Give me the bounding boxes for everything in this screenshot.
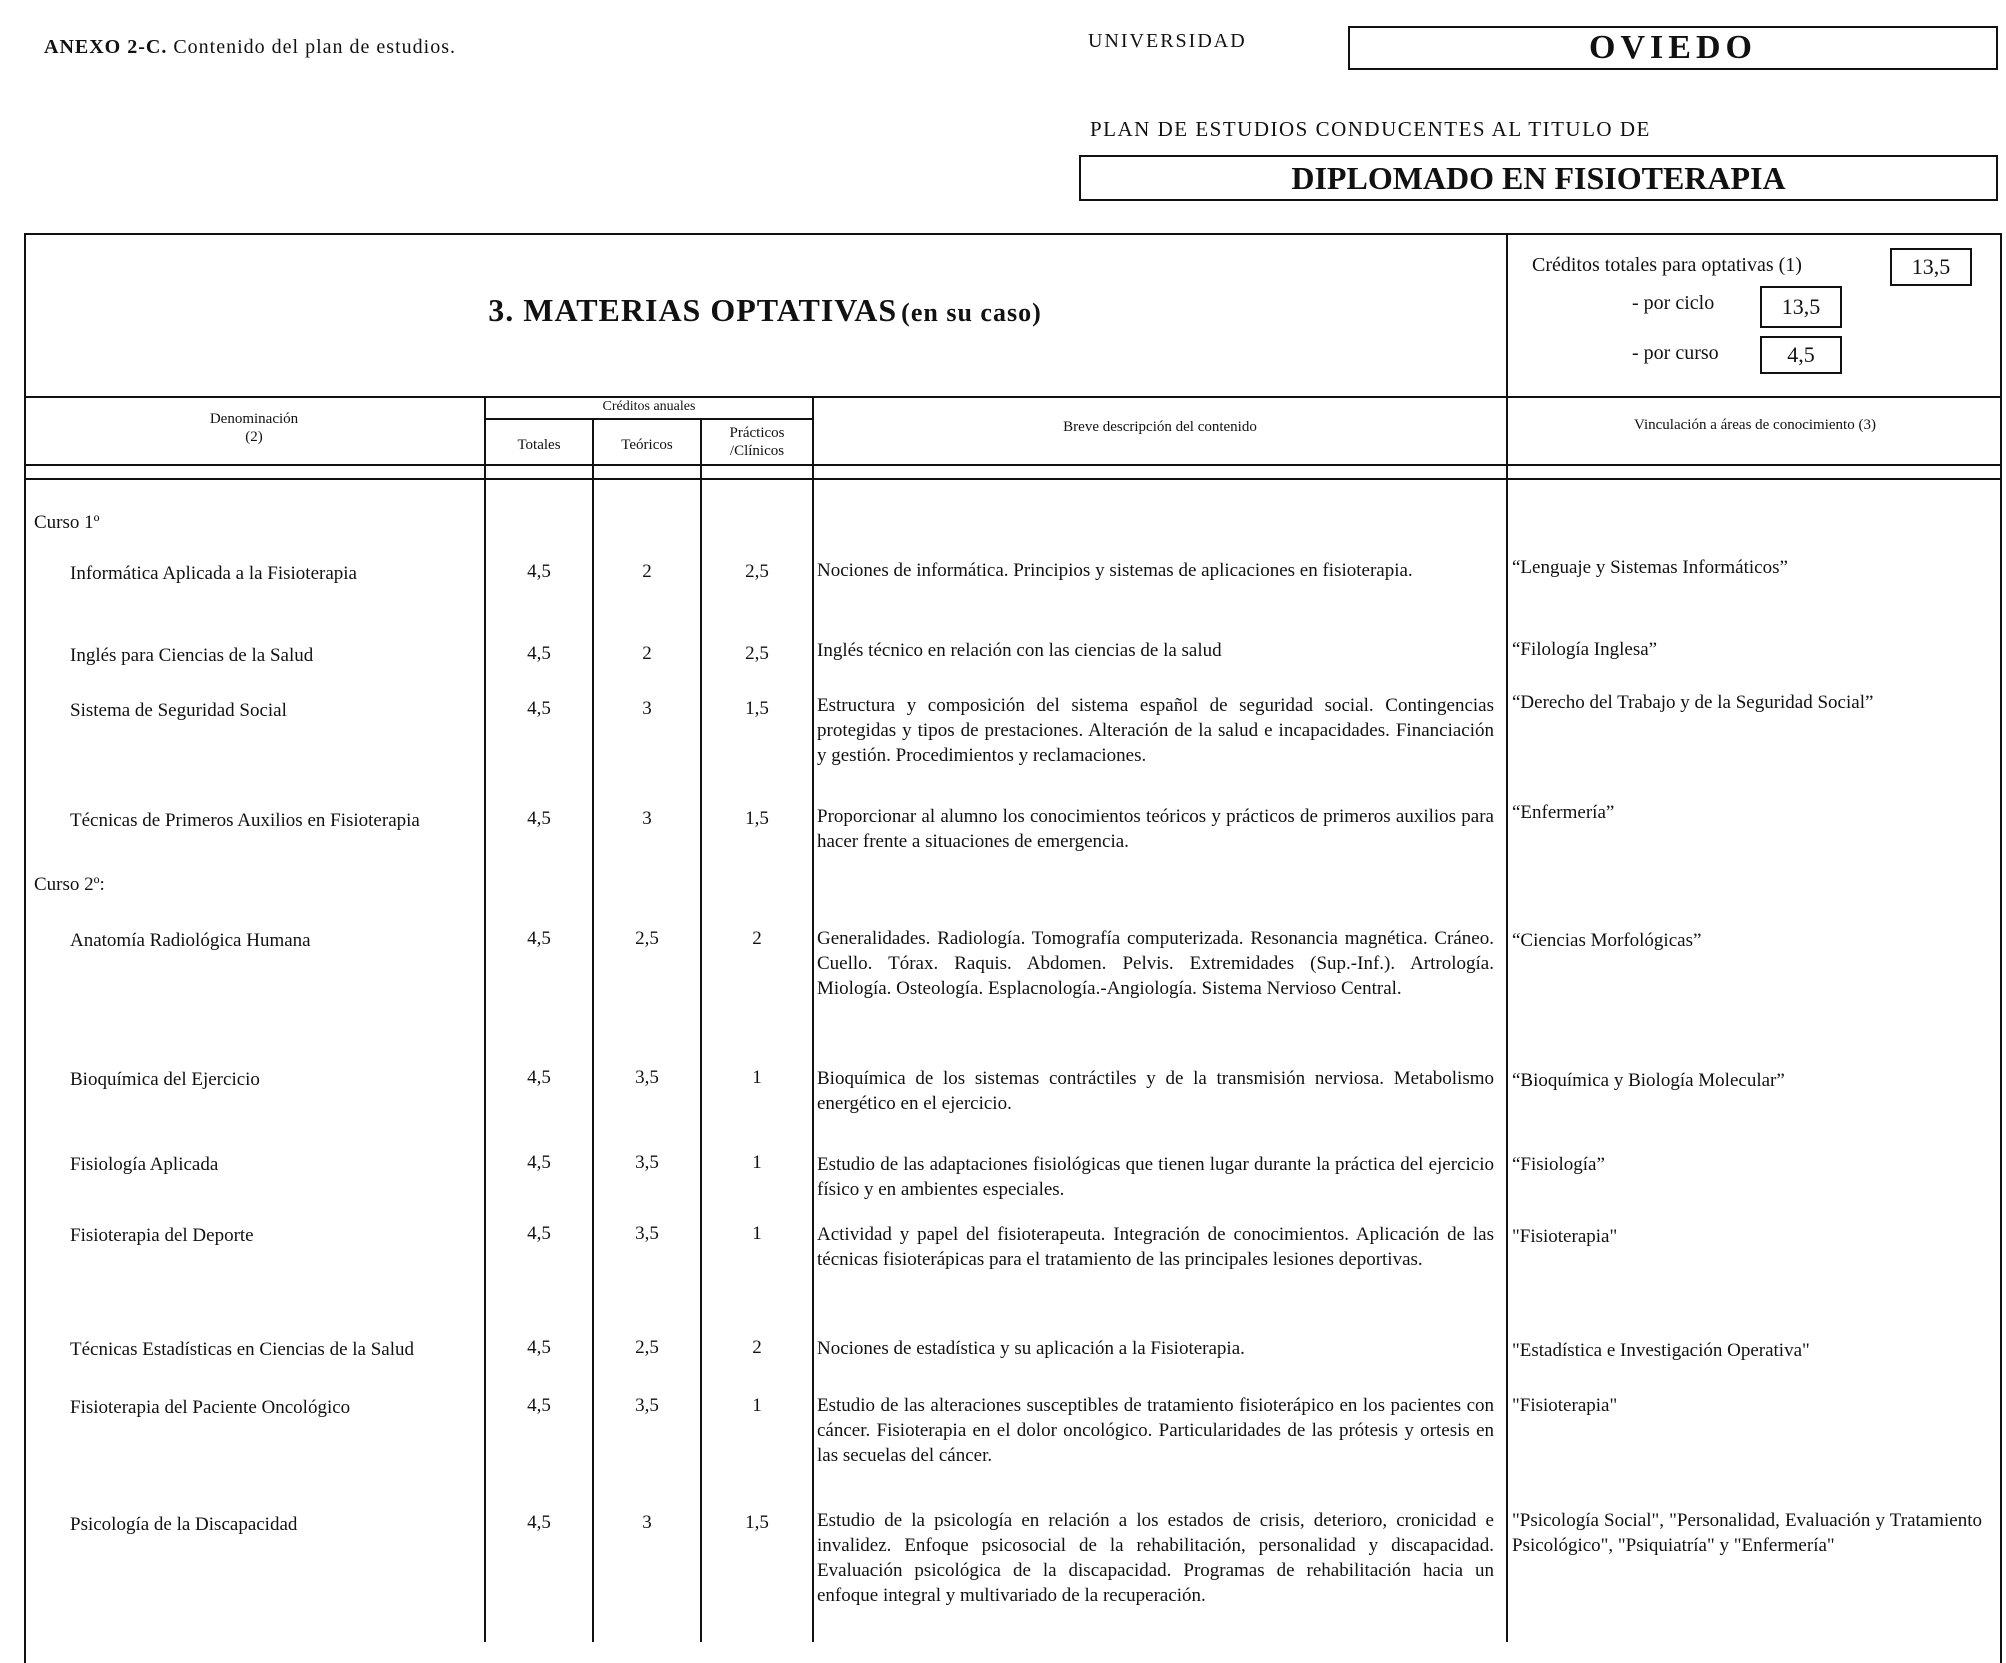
- credits-teoricos: 2: [642, 561, 652, 582]
- credits-totales: 4,5: [527, 1337, 551, 1358]
- credits-totales: 4,5: [527, 698, 551, 719]
- subject-description: Generalidades. Radiología. Tomografía computerizada. Resonancia magnética. Cráneo. Cuello. Tórax. Raquis. Abdomen. Pelvis. Extremidades (Sup.-Inf.). Artrología. Miología. Osteología. Esplacnología.-Angiología. Sistema Nervioso Central.: [817, 928, 1494, 999]
- subject-name: Inglés para Ciencias de la Salud: [70, 645, 314, 666]
- group-label-curso2: Curso 2º:: [34, 874, 105, 895]
- subject-name: Anatomía Radiológica Humana: [70, 930, 311, 951]
- credits-totales: 4,5: [527, 1512, 551, 1533]
- subject-description: Estructura y composición del sistema español de seguridad social. Contingencias protegidas y tipos de prestaciones. Alteración de la salud e incapacidades. Financiación y gestión. Procedimientos y reclamaciones.: [817, 695, 1494, 766]
- annex-label: ANEXO 2-C.: [44, 36, 168, 58]
- per-cycle-label: - por ciclo: [1632, 292, 1715, 314]
- section-title: [24, 292, 1506, 329]
- col-header-practicos-1: Prácticos: [729, 425, 785, 441]
- col-divider-teoricos: [700, 418, 702, 1642]
- credits-teoricos: 3,5: [635, 1223, 659, 1244]
- credits-practicos: 1: [752, 1223, 762, 1244]
- col-divider-descripcion: [1506, 233, 1508, 1642]
- university-label: UNIVERSIDAD: [1088, 30, 1247, 52]
- credits-practicos: 2,5: [745, 643, 769, 664]
- section-title-sub: (en su caso): [901, 298, 1042, 327]
- degree-title: DIPLOMADO EN FISIOTERAPIA: [1291, 160, 1786, 196]
- subject-name: Bioquímica del Ejercicio: [70, 1069, 260, 1090]
- university-name-box: [1348, 26, 1998, 70]
- knowledge-area: “Lenguaje y Sistemas Informáticos”: [1512, 557, 1788, 578]
- col-divider-practicos: [812, 396, 814, 1642]
- subject-name: Sistema de Seguridad Social: [70, 700, 287, 721]
- credits-totales: 4,5: [527, 928, 551, 949]
- knowledge-area: “Derecho del Trabajo y de la Seguridad Social”: [1512, 692, 1874, 713]
- credits-practicos: 2,5: [745, 561, 769, 582]
- credits-total-value: 13,5: [1911, 254, 1951, 279]
- degree-title-box: [1079, 155, 1998, 201]
- credits-teoricos: 3: [642, 698, 652, 719]
- subject-name: Fisiología Aplicada: [70, 1154, 219, 1175]
- subject-description: Nociones de informática. Principios y sistemas de aplicaciones en fisioterapia.: [817, 560, 1413, 581]
- knowledge-area: "Fisioterapia": [1512, 1226, 1618, 1247]
- subject-description: Proporcionar al alumno los conocimientos teóricos y prácticos de primeros auxilios para hacer frente a situaciones de emergencia.: [817, 806, 1494, 852]
- col-divider-totales: [592, 418, 594, 1642]
- subject-description: Bioquímica de los sistemas contráctiles y de la transmisión nerviosa. Metabolismo energético en el ejercicio.: [817, 1068, 1494, 1114]
- credits-teoricos: 3: [642, 808, 652, 829]
- credits-total-box: [1890, 248, 1972, 286]
- per-cycle-box: [1760, 286, 1842, 328]
- credits-totales: 4,5: [527, 1223, 551, 1244]
- subject-name: Informática Aplicada a la Fisioterapia: [70, 563, 357, 584]
- knowledge-area: “Fisiología”: [1512, 1154, 1605, 1175]
- credits-totales: 4,5: [527, 643, 551, 664]
- per-course-label: - por curso: [1632, 342, 1719, 364]
- subheader-divider: [485, 418, 814, 420]
- col-header-teoricos: Teóricos: [621, 437, 673, 453]
- credits-teoricos: 3,5: [635, 1067, 659, 1088]
- col-header-vinculacion: Vinculación a áreas de conocimiento (3): [1634, 417, 1876, 433]
- credits-totales: 4,5: [527, 1152, 551, 1173]
- subject-description: Estudio de la psicología en relación a los estados de crisis, deterioro, cronicidad e invalidez. Enfoque psicosocial de la rehabilitación, personalidad y discapacidad. Evaluación psicológica de la discapacidad. Programas de rehabilitación hacia un enfoque integral y multivariado de la recuperación.: [817, 1510, 1494, 1606]
- credits-practicos: 1: [752, 1152, 762, 1173]
- col-header-totales: Totales: [517, 437, 561, 453]
- per-cycle-value: 13,5: [1781, 294, 1821, 319]
- col-header-denominacion: [24, 410, 484, 446]
- credits-totales: 4,5: [527, 808, 551, 829]
- knowledge-area: "Psicología Social", "Personalidad, Evaluación y Tratamiento Psicológico", "Psiquiatría" y "Enfermería": [1512, 1510, 1982, 1556]
- col-header-practicos: [702, 424, 812, 460]
- credits-practicos: 1: [752, 1067, 762, 1088]
- annex-text: Contenido del plan de estudios.: [173, 36, 456, 58]
- knowledge-area: "Fisioterapia": [1512, 1395, 1618, 1416]
- subject-description: Nociones de estadística y su aplicación a la Fisioterapia.: [817, 1338, 1245, 1359]
- col-header-denominacion-note: (2): [245, 429, 263, 445]
- credits-practicos: 1,5: [745, 698, 769, 719]
- credits-teoricos: 3,5: [635, 1395, 659, 1416]
- knowledge-area: “Enfermería”: [1512, 802, 1615, 823]
- knowledge-area: “Filología Inglesa”: [1512, 639, 1658, 660]
- credits-teoricos: 2,5: [635, 928, 659, 949]
- credits-totales: 4,5: [527, 1067, 551, 1088]
- subject-description: Estudio de las adaptaciones fisiológicas que tienen lugar durante la práctica del ejercicio físico y en ambientes especiales.: [817, 1154, 1494, 1200]
- subject-description: Actividad y papel del fisioterapeuta. Integración de conocimientos. Aplicación de las técnicas fisioterápicas para el tratamiento de las principales lesiones deportivas.: [817, 1224, 1494, 1270]
- subject-description: Estudio de las alteraciones susceptibles de tratamiento fisioterápico en los pacientes con cáncer. Fisioterapia en el dolor oncológico. Particularidades de las prótesis y ortesis en las secuelas del cáncer.: [817, 1395, 1494, 1466]
- university-name: OVIEDO: [1589, 29, 1757, 66]
- knowledge-area: "Estadística e Investigación Operativa": [1512, 1340, 1810, 1361]
- per-course-value: 4,5: [1787, 342, 1815, 367]
- per-course-box: [1760, 336, 1842, 374]
- credits-teoricos: 3,5: [635, 1152, 659, 1173]
- subject-name: Fisioterapia del Deporte: [70, 1225, 254, 1246]
- subject-description: Inglés técnico en relación con las ciencias de la salud: [817, 640, 1222, 661]
- credits-practicos: 1,5: [745, 808, 769, 829]
- body-top-divider: [24, 478, 2002, 480]
- column-header-divider: [24, 464, 2002, 466]
- annex-heading: [44, 36, 456, 59]
- col-header-descripcion: Breve descripción del contenido: [1063, 419, 1257, 435]
- credits-total-label: Créditos totales para optativas (1): [1532, 254, 1802, 276]
- credits-totales: 4,5: [527, 1395, 551, 1416]
- plan-label: PLAN DE ESTUDIOS CONDUCENTES AL TITULO DE: [1090, 117, 1651, 141]
- credits-teoricos: 2,5: [635, 1337, 659, 1358]
- col-header-creditos: Créditos anuales: [602, 399, 696, 414]
- col-header-practicos-2: /Clínicos: [729, 443, 785, 459]
- credits-practicos: 2: [752, 1337, 762, 1358]
- col-header-denominacion-label: Denominación: [209, 411, 299, 427]
- credits-practicos: 1,5: [745, 1512, 769, 1533]
- credits-teoricos: 2: [642, 643, 652, 664]
- subject-name: Fisioterapia del Paciente Oncológico: [70, 1397, 351, 1418]
- knowledge-area: “Bioquímica y Biología Molecular”: [1512, 1070, 1785, 1091]
- credits-practicos: 1: [752, 1395, 762, 1416]
- credits-totales: 4,5: [527, 561, 551, 582]
- subject-name: Psicología de la Discapacidad: [70, 1514, 298, 1535]
- credits-practicos: 2: [752, 928, 762, 949]
- knowledge-area: “Ciencias Morfológicas”: [1512, 930, 1702, 951]
- subject-name: Técnicas de Primeros Auxilios en Fisioterapia: [70, 810, 420, 831]
- section-header-divider: [24, 396, 2002, 398]
- group-label-curso1: Curso 1º: [34, 512, 100, 533]
- credits-teoricos: 3: [642, 1512, 652, 1533]
- subject-name: Técnicas Estadísticas en Ciencias de la Salud: [70, 1339, 414, 1360]
- section-title-main: 3. MATERIAS OPTATIVAS: [488, 292, 898, 328]
